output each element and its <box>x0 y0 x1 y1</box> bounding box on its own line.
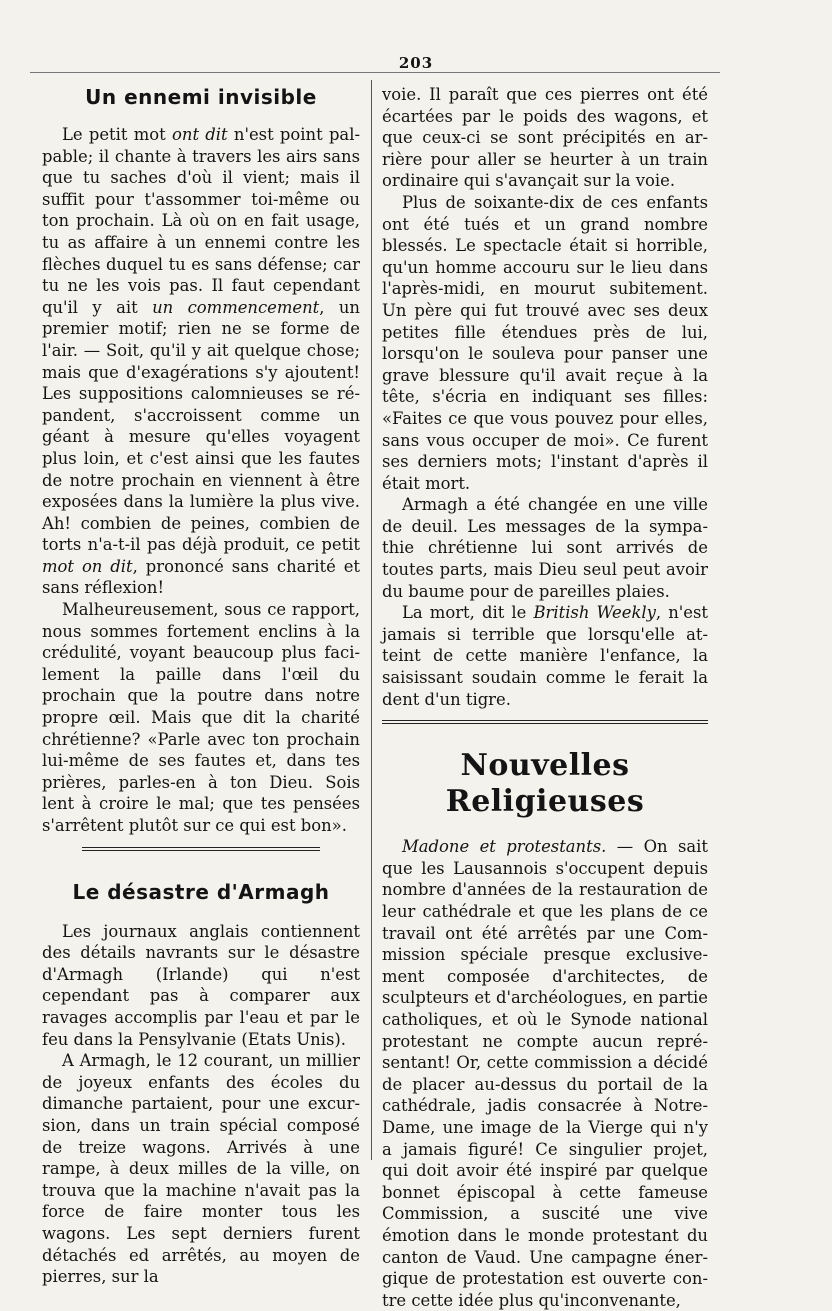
text-run: La mort, dit le <box>402 603 534 623</box>
article1-paragraph-2: Malheureusement, sous ce rapport, nous sommes fortement enclins à la crédulité, voyant beaucoup plus facilement la paille dans l'œil du prochain que la poutre dans notre propre œil. Mais que dit la charité chrétienne? «Parle avec ton prochain lui-même de ses fautes et, dans tes prières, parles-en à ton Dieu. Sois lent à croire le mal; que tes pensées s'arrêtent plutôt sur ce qui est bon». <box>42 600 360 835</box>
continuation-paragraph-2: Plus de soixante-dix de ces enfants ont été tués et un grand nombre blessés. Le spectacle était si horrible, qu'un homme accouru sur le lieu dans l'après-midi, en mourut subitement. Un père qui fut trouvé avec ses deux petites fille étendues près de lui, lorsqu'on le souleva pour panser une grave blessure qu'il avait reçue à la tête, s'écria en indiquant ses filles: «Faites ce que vous pouvez pour elles, sans vous occuper de moi». Ce furent ses derniers mots; l'instant d'après il était mort. <box>382 192 708 493</box>
text-run: , un premier motif; rien ne se forme de l'air. — Soit, qu'il y ait quelque chose; mais que d'exagérations s'y ajoutent! Les suppositions calomnieuses se répandent, s'accroissent comme un géant à mesure qu'elles voyagent plus loin, et c'est ainsi que les fautes de notre prochain en viennent à être exposées dans la lumière la plus vive. Ah! combien de peines, combien de torts n'a-t-il pas déjà produit, ce petit <box>42 297 360 555</box>
article-title-ennemi-invisible: Un ennemi invisible <box>85 85 317 109</box>
text-run: , n'est jamais si terrible que lorsqu'elle atteint de cette manière l'enfance, la saisissant soudain comme le ferait la dent d'un tigre. <box>382 603 708 709</box>
section-paragraph-1 <box>382 836 708 1311</box>
text-run: — On sait que les Lausannois s'occupent depuis nombre d'années de la restauration de leur cathédrale et que les plans de ce travail ont été arrêtés par une Commission spéciale presque exclusivement composée d'architectes, de sculpteurs et d'archéologues, en partie catholiques, et où le Synode national protestant ne compte aucun représentant! Or, cette commission a décidé de placer au-dessus du portail de la cathédrale, jadis consacrée à Notre-Dame, une image de la Vierge qui n'y a jamais figuré! Ce singulier projet, qui doit avoir été inspiré par quelque bonnet épiscopal à cette fameuse Commission, a suscité une vive émotion dans le monde protestant du canton de Vaud. Une campagne énergique de protestation est ouverte contre cette idée plus qu'inconvenante, <box>382 837 708 1310</box>
continuation-paragraph-1: voie. Il paraît que ces pierres ont été écartées par le poids des wagons, et que ceux-ci se sont précipités en arrière pour aller se heurter à un train ordinaire qui s'avançait sur la voie. <box>382 85 708 191</box>
italic-run: ont dit <box>172 125 228 144</box>
column-divider <box>371 80 372 1160</box>
article2-paragraph-2: A Armagh, le 12 courant, un millier de joyeux enfants des écoles du dimanche partaient, pour une excursion, dans un train spécial composé de treize wagons. Arrivés à une rampe, à deux milles de la ville, on trouva que la machine n'avait pas la force de faire monter tous les wagons. Les sept derniers furent détachés ed arrêtés, au moyen de pierres, sur la <box>42 1051 360 1287</box>
left-column <box>42 84 360 1288</box>
text-run: n'est point palpable; il chante à travers les airs sans que tu saches d'où il vient; mais il suffit pour t'assommer toi-même ou ton prochain. Là où on en fait usage, tu as affaire à un ennemi contre les flèches duquel tu es sans défense; car tu ne les vois pas. Il faut cependant qu'il y ait <box>42 125 360 317</box>
continuation-paragraph-4 <box>382 602 708 710</box>
italic-run: un commencement <box>152 297 320 317</box>
page-number: 203 <box>398 54 434 72</box>
italic-run: British Weekly <box>533 603 656 623</box>
header-rule <box>30 72 720 73</box>
section-separator <box>382 720 708 724</box>
article-separator <box>82 847 320 851</box>
text-run: Le petit mot <box>62 125 173 144</box>
italic-run: mot on dit <box>42 556 133 576</box>
article2-paragraph-1: Les journaux anglais contiennent des détails navrants sur le désastre d'Armagh (Irlande) qui n'est cependant pas à comparer aux ravages accomplis par l'eau et par le feu dans la Pensylvanie (Etats Unis). <box>42 921 360 1049</box>
right-column <box>382 84 708 1311</box>
section-title-nouvelles-religieuses: Nouvelles Religieuses <box>445 748 645 820</box>
text-run: , prononcé sans charité et sans réflexion! <box>42 556 360 598</box>
article1-paragraph-1 <box>42 124 360 599</box>
article-title-desastre-armagh: Le désastre d'Armagh <box>72 879 330 904</box>
continuation-paragraph-3: Armagh a été changée en une ville de deuil. Les messages de la sympathie chrétienne lui sont arrivés de toutes parts, mais Dieu seul peut avoir du baume pour de pareilles plaies. <box>382 495 708 601</box>
lead-in: Madone et protestants. <box>402 837 607 857</box>
